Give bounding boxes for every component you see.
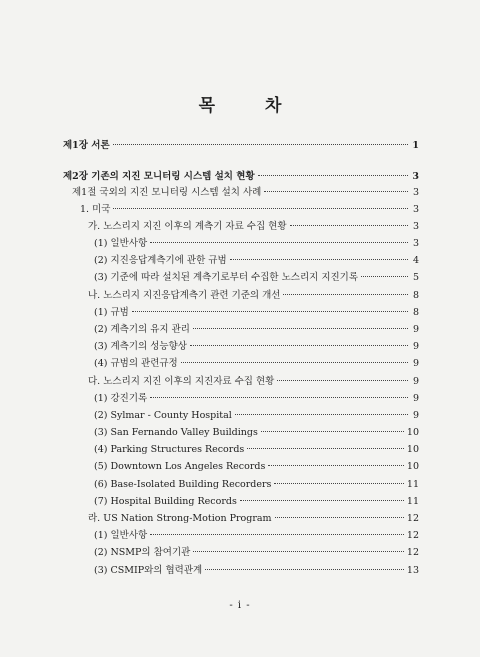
toc-entry-page: 12 [406,513,419,524]
toc-entry-page: 3 [412,187,419,198]
toc-entry[interactable] [94,496,419,508]
toc-leader-dots [240,500,404,501]
toc-leader-dots [150,242,408,243]
toc-entry-label: (1) 일반사항 [94,530,148,541]
toc-leader-dots [247,448,404,449]
toc-entry-label: (2) Sylmar - County Hospital [94,410,232,421]
toc-entry[interactable] [88,290,419,302]
toc-leader-dots [264,191,408,192]
toc-entry-page: 10 [406,444,419,455]
toc-entry-label: (2) NSMP의 참여기관 [94,547,191,558]
toc-entry-page: 11 [406,479,419,490]
toc-entry[interactable] [88,513,419,525]
toc-entry[interactable] [94,255,419,267]
toc-entry-page: 5 [412,272,419,283]
toc-entry-page: 13 [406,565,419,576]
toc-entry[interactable] [94,324,419,336]
toc-entry-label: (3) 기준에 따라 설치된 계측기로부터 수집한 노스리지 지진기록 [94,272,359,283]
toc-entry-page: 10 [406,427,419,438]
toc-entry-label: 나. 노스리지 지진응답계측기 관련 기준의 개선 [88,290,281,301]
toc-leader-dots [193,328,408,329]
toc-entry[interactable] [63,171,419,183]
toc-entry-label: (2) 계측기의 유지 관리 [94,324,190,335]
toc-leader-dots [230,259,408,260]
toc-entry-page: 3 [412,171,419,182]
toc-entry[interactable] [94,444,419,456]
toc-entry[interactable] [94,410,419,422]
toc-leader-dots [361,276,408,277]
toc-entry[interactable] [94,393,419,405]
page-number: - i - [229,600,251,611]
toc-entry[interactable] [94,272,419,284]
toc-leader-dots [150,397,408,398]
toc-leader-dots [268,465,404,466]
toc-entry[interactable] [94,530,419,542]
toc-entry[interactable] [94,427,419,439]
toc-entry-label: 가. 노스리지 지진 이후의 계측기 자료 수집 현황 [88,221,287,232]
toc-entry[interactable] [88,376,419,388]
toc-leader-dots [193,551,404,552]
toc-entry-page: 3 [412,238,419,249]
toc-entry-page: 11 [406,496,419,507]
toc-entry-label: (7) Hospital Building Records [94,496,237,507]
toc-leader-dots [261,431,404,432]
toc-entry-page: 12 [406,547,419,558]
toc-entry-label: (6) Base-Isolated Building Recorders [94,479,272,490]
toc-entry-page: 12 [406,530,419,541]
toc-leader-dots [113,144,408,145]
toc-leader-dots [205,569,404,570]
toc-entry-page: 1 [412,140,419,151]
toc-leader-dots [235,414,408,415]
toc-entry-label: (1) 일반사항 [94,238,148,249]
toc-entry[interactable] [80,204,419,216]
toc-entry-page: 3 [412,204,419,215]
toc-entry-label: (3) 계측기의 성능향상 [94,341,187,352]
toc-entry[interactable] [63,140,419,152]
toc-entry-page: 3 [412,221,419,232]
toc-entry-label: (3) CSMIP와의 협력관계 [94,565,203,576]
toc-entry-label: (1) 강진기록 [94,393,148,404]
toc-entry[interactable] [94,238,419,250]
toc-entry[interactable] [94,307,419,319]
toc-entry[interactable] [94,547,419,559]
toc-entry-label: (1) 규범 [94,307,129,318]
toc-entry-label: 제1장 서론 [63,140,110,151]
toc-entry-page: 8 [412,307,419,318]
toc-entry[interactable] [88,221,419,233]
toc-entry-page: 8 [412,290,419,301]
toc-entry-label: (2) 지진응답계측기에 관한 규범 [94,255,227,266]
toc-entry-label: (4) Parking Structures Records [94,444,245,455]
toc-leader-dots [283,294,408,295]
toc-entry-page: 9 [412,358,419,369]
toc-entry[interactable] [94,341,419,353]
toc-entry-label: 제2장 기존의 지진 모니터링 시스템 설치 현황 [63,171,255,182]
toc-entry[interactable] [94,461,419,473]
toc-entry-label: (5) Downtown Los Angeles Records [94,461,266,472]
toc-entry[interactable] [94,358,419,370]
toc-entry-page: 9 [412,341,419,352]
toc-leader-dots [275,517,404,518]
toc-leader-dots [190,345,408,346]
toc-leader-dots [132,311,408,312]
toc-leader-dots [290,225,408,226]
toc-entry[interactable] [94,565,419,577]
toc-entry-page: 9 [412,393,419,404]
page-title: 목 차 [198,96,304,116]
toc-entry-label: 라. US Nation Strong-Motion Program [88,513,272,524]
toc-leader-dots [181,362,408,363]
toc-leader-dots [150,534,404,535]
toc-entry-label: (3) San Fernando Valley Buildings [94,427,258,438]
toc-leader-dots [277,380,408,381]
toc-entry[interactable] [72,187,419,199]
toc-entry-label: 제1절 국외의 지진 모니터링 시스템 설치 사례 [72,187,262,198]
toc-entry-label: (4) 규범의 관련규정 [94,358,178,369]
toc-entry-label: 1. 미국 [80,204,111,215]
toc-entry-page: 4 [412,255,419,266]
toc-entry-page: 9 [412,376,419,387]
toc-entry-page: 9 [412,410,419,421]
toc-leader-dots [274,483,403,484]
toc-entry-page: 10 [406,461,419,472]
toc-entry[interactable] [94,479,419,491]
toc-entry-label: 다. 노스리지 지진 이후의 지진자료 수집 현황 [88,376,275,387]
toc-entry-page: 9 [412,324,419,335]
toc-leader-dots [113,208,408,209]
toc-leader-dots [258,175,408,176]
